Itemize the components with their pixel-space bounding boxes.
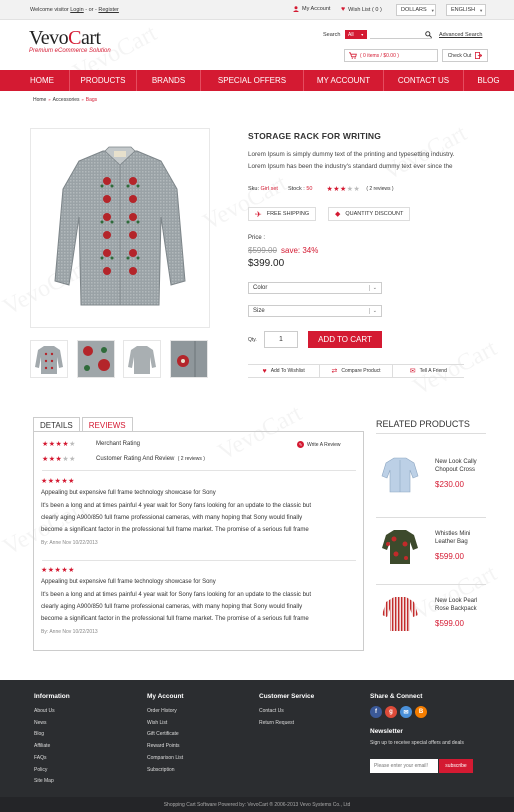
cart-icon bbox=[349, 52, 357, 59]
save-percent: save: 34% bbox=[281, 246, 319, 255]
heart-icon: ♥ bbox=[341, 6, 346, 13]
thumbnail-1[interactable] bbox=[30, 340, 68, 378]
footer-link-policy[interactable]: Policy bbox=[34, 766, 48, 773]
related-product-price: $599.00 bbox=[435, 619, 464, 628]
nav-item-products[interactable]: PRODUCTS bbox=[70, 70, 137, 91]
review-stars: ★★★★★ bbox=[41, 567, 75, 574]
breadcrumb bbox=[33, 97, 97, 103]
watermark-logo bbox=[199, 170, 292, 236]
price-label: Price : bbox=[248, 235, 266, 241]
related-product-name-line: Chopout Cross bbox=[435, 467, 476, 473]
advanced-search-link[interactable]: Advanced Search bbox=[439, 32, 483, 38]
newsletter-text: Sign up to receive special offers and deals bbox=[370, 740, 464, 746]
merchant-rating-stars: ★★★★★ bbox=[42, 441, 76, 448]
footer-customer-service bbox=[259, 693, 314, 729]
old-price: $599.00 bbox=[248, 246, 277, 255]
review-stars: ★★★★★ bbox=[41, 478, 75, 485]
divider bbox=[42, 560, 356, 561]
related-product-name[interactable] bbox=[435, 458, 477, 474]
nav-item-special-offers[interactable]: SPECIAL OFFERS bbox=[201, 70, 304, 91]
thumbnail-4[interactable] bbox=[170, 340, 208, 378]
currency-select[interactable] bbox=[396, 4, 436, 16]
free-shipping-label: FREE SHIPPING bbox=[266, 211, 310, 217]
add-to-cart-button[interactable]: ADD TO CART bbox=[308, 331, 382, 348]
top-bar bbox=[0, 0, 514, 20]
compare-product-link[interactable] bbox=[320, 365, 392, 377]
related-product-image bbox=[380, 452, 420, 497]
related-product-name-line: Whistles Mini bbox=[435, 531, 471, 537]
product-description-line: Lorem Ipsum has been the industry's standard dummy text ever since the bbox=[248, 163, 453, 170]
footer-link-blog[interactable]: Blog bbox=[34, 731, 45, 738]
free-shipping-badge bbox=[248, 207, 316, 221]
tell-a-friend-label: Tell A Friend bbox=[419, 368, 447, 374]
register-link[interactable]: Register bbox=[98, 7, 119, 13]
logo-tagline: Premium eCommerce Solution bbox=[29, 48, 111, 54]
review-body-line: become a significant factor in the professional full frame market. The promise of a serious full frame bbox=[41, 526, 309, 533]
tab-reviews[interactable]: REVIEWS bbox=[82, 417, 133, 432]
related-product-name-line: Leather Bag bbox=[435, 539, 468, 545]
chevron-down-icon: ▼ bbox=[430, 7, 435, 13]
cart-summary[interactable] bbox=[344, 49, 438, 62]
review-item bbox=[41, 566, 356, 635]
review-author: By: Anne Nov 10/22/2013 bbox=[41, 540, 98, 546]
logo-text-c: art bbox=[80, 27, 101, 49]
review-body-line: become a significant factor in the professional full frame market. The promise of a serious full frame bbox=[41, 615, 309, 622]
product-title: STORAGE RACK FOR WRITING bbox=[248, 131, 382, 141]
main-nav bbox=[0, 70, 514, 91]
product-tabs bbox=[33, 417, 133, 432]
divider bbox=[376, 433, 486, 434]
logo-text-a: Vevo bbox=[29, 27, 69, 49]
breadcrumb-accessories[interactable]: Accessories bbox=[52, 97, 80, 103]
size-select-label: Size bbox=[253, 308, 265, 314]
related-product-price: $230.00 bbox=[435, 480, 464, 489]
quantity-discount-label: QUANTITY DISCOUNT bbox=[345, 211, 404, 217]
social-icons bbox=[370, 706, 464, 718]
footer-share-title: Share & Connect bbox=[370, 693, 423, 700]
related-product-name-line: Rose Backpack bbox=[435, 606, 477, 612]
review-body-line: It's been a long and at times painful 4 year wait for Sony fans looking for an update to the classic but bbox=[41, 502, 312, 509]
divider bbox=[42, 470, 356, 471]
nav-item-home[interactable]: HOME bbox=[15, 70, 70, 91]
chevron-right-icon: » bbox=[48, 97, 51, 102]
my-account-link[interactable] bbox=[293, 6, 330, 12]
shirt-back-thumb-image bbox=[124, 341, 160, 377]
blogger-icon[interactable]: B bbox=[415, 706, 427, 718]
footer-link-affiliate[interactable]: Affiliate bbox=[34, 743, 51, 750]
logo-text-b: C bbox=[68, 27, 81, 49]
footer-link-comparison-list[interactable]: Comparison List bbox=[147, 754, 184, 761]
related-products-title: RELATED PRODUCTS bbox=[376, 419, 470, 429]
footer-link-contact-us[interactable]: Contact Us bbox=[259, 708, 284, 714]
copyright-text: Shopping Cart Software Powered by: VevoCart ® 2006-2013 Vevo Systems Co., Ltd bbox=[0, 797, 514, 812]
google-plus-icon[interactable]: g bbox=[385, 706, 397, 718]
user-icon bbox=[293, 6, 299, 12]
footer-link-reward-points[interactable]: Reward Points bbox=[147, 743, 180, 750]
footer-link-site-map[interactable]: Site Map bbox=[34, 778, 54, 785]
new-price: $399.00 bbox=[248, 258, 285, 269]
footer-link-wish-list[interactable]: Wish List bbox=[147, 719, 168, 726]
footer-link-news[interactable]: News bbox=[34, 719, 47, 726]
footer-information-title: Information bbox=[34, 693, 70, 700]
search-category-select[interactable] bbox=[345, 30, 367, 39]
customer-rating-stars: ★★★★★ bbox=[42, 456, 76, 463]
customer-rating-row bbox=[42, 455, 205, 463]
search-label: Search bbox=[323, 32, 341, 38]
tell-a-friend-link[interactable] bbox=[393, 365, 464, 377]
review-title: Appealing but expensive full frame technology showcase for Sony bbox=[41, 579, 216, 585]
size-select[interactable] bbox=[248, 305, 382, 317]
footer-my-account bbox=[147, 693, 184, 776]
cart-summary-text: ( 0 items / $0.00 ) bbox=[360, 52, 399, 59]
product-main-image[interactable] bbox=[30, 128, 210, 328]
nav-item-contact-us[interactable]: CONTACT US bbox=[384, 70, 464, 91]
customer-rating-label: Customer Rating And Review bbox=[96, 456, 175, 462]
add-to-wishlist-label: Add To Wishlist bbox=[270, 368, 305, 374]
tab-details[interactable]: DETAILS bbox=[33, 417, 80, 432]
add-to-wishlist-link[interactable] bbox=[248, 365, 320, 377]
review-body-line: clearly aging A900/850 full frame professional cameras, with many hoping that Sony would finally bbox=[41, 514, 303, 521]
review-author: By: Anne Nov 10/22/2013 bbox=[41, 629, 98, 635]
related-product[interactable] bbox=[376, 446, 486, 516]
related-product-name-line: New Look Cally bbox=[435, 459, 477, 465]
welcome-text bbox=[30, 7, 119, 13]
review-body-line: clearly aging A900/850 full frame professional cameras, with many hoping that Sony would finally bbox=[41, 603, 303, 610]
product-description bbox=[248, 149, 468, 173]
merchant-rating-row bbox=[42, 440, 140, 448]
shirt-button-thumb-image bbox=[171, 341, 207, 377]
footer-my-account-title: My Account bbox=[147, 693, 184, 700]
breadcrumb-home[interactable]: Home bbox=[33, 97, 47, 103]
merchant-rating-label: Merchant Rating bbox=[96, 441, 141, 447]
write-review-label: Write A Review bbox=[307, 441, 341, 448]
nav-item-blog[interactable]: BLOG bbox=[477, 76, 500, 85]
email-icon[interactable]: ✉ bbox=[400, 706, 412, 718]
customer-reviews-count: ( 2 reviews ) bbox=[177, 456, 205, 462]
currency-value: DOLLARS bbox=[401, 7, 427, 13]
tag-icon: ◆ bbox=[335, 211, 341, 218]
newsletter-title: Newsletter bbox=[370, 728, 403, 735]
facebook-icon[interactable]: f bbox=[370, 706, 382, 718]
newsletter-email-input[interactable] bbox=[370, 759, 438, 773]
sku-label: Sku: bbox=[248, 186, 260, 192]
footer-link-about-us[interactable]: About Us bbox=[34, 708, 55, 714]
login-link[interactable]: Login bbox=[70, 7, 84, 13]
shuffle-icon: ⇄ bbox=[331, 368, 338, 375]
product-description-line: Lorem Ipsum is simply dummy text of the printing and typesetting industry. bbox=[248, 151, 455, 158]
language-value: ENGLISH bbox=[451, 7, 476, 13]
footer-information bbox=[34, 693, 70, 788]
review-body bbox=[41, 500, 356, 536]
footer-link-gift-certificate[interactable]: Gift Certificate bbox=[147, 731, 179, 738]
search-input[interactable] bbox=[370, 30, 432, 39]
chevron-right-icon: » bbox=[81, 97, 84, 102]
heart-icon: ♥ bbox=[262, 367, 267, 375]
shirt-detail-thumb-image bbox=[78, 341, 114, 377]
related-product-name-line: New Look Pearl bbox=[435, 598, 478, 604]
related-product[interactable] bbox=[376, 585, 486, 655]
wishlist-link[interactable] bbox=[341, 6, 382, 13]
related-product-price: $599.00 bbox=[435, 552, 464, 561]
breadcrumb-bags: Bags bbox=[85, 97, 98, 103]
quantity-discount-badge bbox=[328, 207, 410, 221]
review-title: Appealing but expensive full frame technology showcase for Sony bbox=[41, 490, 216, 496]
envelope-icon: ✉ bbox=[409, 368, 416, 375]
shirt-image bbox=[31, 129, 209, 327]
product-actions bbox=[248, 364, 464, 378]
footer-link-order-history[interactable]: Order History bbox=[147, 708, 177, 714]
write-review-link[interactable] bbox=[297, 441, 341, 448]
sku-stock-line bbox=[248, 185, 394, 193]
color-select[interactable] bbox=[248, 282, 382, 294]
stock-label: Stock : bbox=[287, 186, 305, 192]
stock-value: 50 bbox=[306, 186, 313, 192]
airplane-icon: ✈ bbox=[255, 209, 262, 219]
subscribe-button[interactable]: subscribe bbox=[439, 759, 473, 773]
nav-item-my-account[interactable]: MY ACCOUNT bbox=[304, 70, 384, 91]
sku-value: Girl set bbox=[260, 186, 278, 192]
search-category-value: All bbox=[348, 31, 354, 38]
footer-link-subscription[interactable]: Subscription bbox=[147, 766, 175, 773]
review-body bbox=[41, 589, 356, 625]
footer-link-faqs[interactable]: FAQs bbox=[34, 754, 47, 761]
color-select-label: Color bbox=[253, 285, 268, 291]
review-body-line: It's been a long and at times painful 4 year wait for Sony fans looking for an update to the classic but bbox=[41, 591, 312, 598]
checkout-label: Check Out bbox=[447, 52, 472, 59]
chevron-down-icon: ⌄ bbox=[369, 308, 377, 314]
related-product-name[interactable] bbox=[435, 530, 470, 546]
footer bbox=[0, 680, 514, 812]
my-account-label: My Account bbox=[302, 6, 331, 12]
chevron-down-icon: ⌄ bbox=[369, 285, 377, 291]
thumbnail-3[interactable] bbox=[123, 340, 161, 378]
or-text: - or - bbox=[85, 7, 97, 13]
wishlist-label: Wish List ( 0 ) bbox=[348, 6, 382, 13]
exit-icon bbox=[475, 52, 482, 59]
chevron-down-icon: ▼ bbox=[360, 32, 364, 37]
related-product-image bbox=[380, 524, 420, 569]
welcome-label: Welcome visitor bbox=[30, 7, 69, 13]
footer-link-return-request[interactable]: Return Request bbox=[259, 719, 295, 726]
product-rating-stars: ★★★★★ bbox=[326, 186, 361, 193]
related-product[interactable] bbox=[376, 518, 486, 588]
related-product-image bbox=[380, 591, 420, 636]
compare-product-label: Compare Product bbox=[341, 368, 381, 374]
pencil-icon: ✎ bbox=[298, 442, 303, 447]
quantity-label: Qty. bbox=[248, 337, 257, 343]
shirt-thumb-image bbox=[31, 341, 67, 377]
chevron-down-icon: ▼ bbox=[479, 7, 484, 13]
site-logo[interactable] bbox=[29, 28, 111, 54]
nav-item-brands[interactable]: BRANDS bbox=[137, 70, 201, 91]
related-product-name[interactable] bbox=[435, 597, 477, 613]
search-icon[interactable] bbox=[425, 31, 432, 38]
language-select[interactable] bbox=[446, 4, 486, 16]
checkout-button[interactable] bbox=[442, 49, 488, 62]
thumbnail-2[interactable] bbox=[77, 340, 115, 378]
footer-share-connect bbox=[370, 693, 464, 747]
quantity-input[interactable]: 1 bbox=[264, 331, 298, 348]
footer-customer-service-title: Customer Service bbox=[259, 693, 315, 700]
reviews-count[interactable]: ( 2 reviews ) bbox=[366, 186, 394, 192]
review-item bbox=[41, 477, 356, 546]
